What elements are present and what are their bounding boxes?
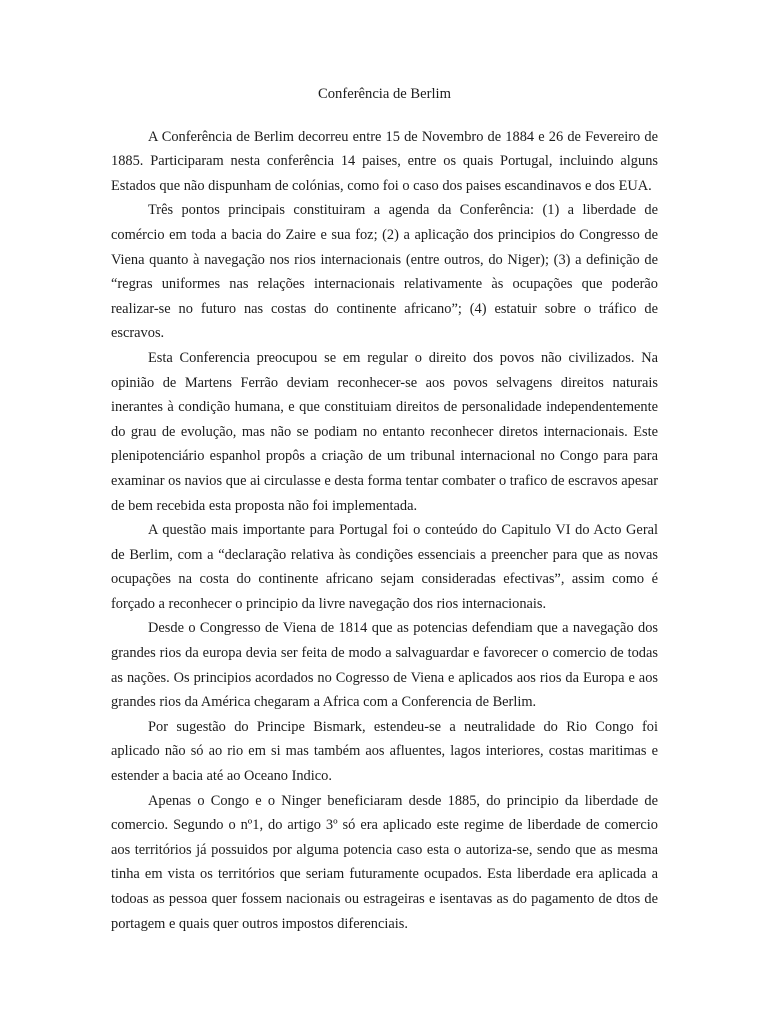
- document-title: Conferência de Berlim: [318, 86, 451, 102]
- paragraph-2: Três pontos principais constituiram a agenda da Conferência: (1) a liberdade de comércio em toda a bacia do Zaire e sua foz; (2) a aplicação dos principios do Congresso de Viena quanto à navegação nos rios internacionais (entre outros, do Niger); (3) a definição de “regras uniformes nas relações internacionais relativamente às ocupações que poderão realizar-se no futuro nas costas do continente africano”; (4) estatuir sobre o tráfico de escravos.: [111, 202, 658, 342]
- paragraph-6: Por sugestão do Principe Bismark, estendeu-se a neutralidade do Rio Congo foi aplicado não só ao rio em si mas também aos afluentes, lagos interiores, costas maritimas e estender a bacia até ao Oceano Indico.: [111, 718, 658, 785]
- paragraph-3: Esta Conferencia preocupou se em regular o direito dos povos não civilizados. Na opinião de Martens Ferrão deviam reconhecer-se aos povos selvagens direitos naturais inerantes à condição humana, e que constituiam direitos de personalidade independentemente do grau de evolução, mas não se podiam no entanto reconhecer diretos internacionais. Este plenipotenciário espanhol propôs a criação de um tribunal internacional no Congo para para examinar os navios que ai circulasse e desta forma tentar combater o trafico de escravos apesar de bem recebida esta proposta não foi implementada.: [111, 349, 658, 514]
- paragraph-4: A questão mais importante para Portugal foi o conteúdo do Capitulo VI do Acto Geral de Berlim, com a “declaração relativa às condições essenciais a preencher para que as novas ocupações na costa do continente africano sejam consideradas efectivas”, assim como é forçado a reconhecer o principio da livre navegação dos rios internacionais.: [111, 522, 658, 612]
- paragraph-7: Apenas o Congo e o Ninger beneficiaram desde 1885, do principio da liberdade de comercio. Segundo o nº1, do artigo 3º só era aplicado este regime de liberdade de comercio aos territórios já possuidos por alguma potencia caso esta o autoriza-se, sendo que as mesma tinha em vista os territórios que seriam futuramente ocupados. Esta liberdade era aplicada a todoas as pessoa quer fossem nacionais ou estrageiras e isentavas as do pagamento de dtos de portagem e quais quer outros impostos diferenciais.: [111, 792, 658, 932]
- paragraph-1: A Conferência de Berlim decorreu entre 15 de Novembro de 1884 e 26 de Fevereiro de 1885. Participaram nesta conferência 14 paises, entre os quais Portugal, incluindo alguns Estados que não dispunham de colónias, como foi o caso dos paises escandinavos e dos EUA.: [111, 128, 658, 194]
- document-page: [111, 82, 658, 936]
- paragraph-5: Desde o Congresso de Viena de 1814 que as potencias defendiam que a navegação dos grandes rios da europa devia ser feita de modo a salvaguardar e favorecer o comercio de todas as nações. Os principios acordados no Cogresso de Viena e aplicados aos rios da Europa e aos grandes rios da América chegaram a Africa com a Conferencia de Berlim.: [111, 620, 658, 711]
